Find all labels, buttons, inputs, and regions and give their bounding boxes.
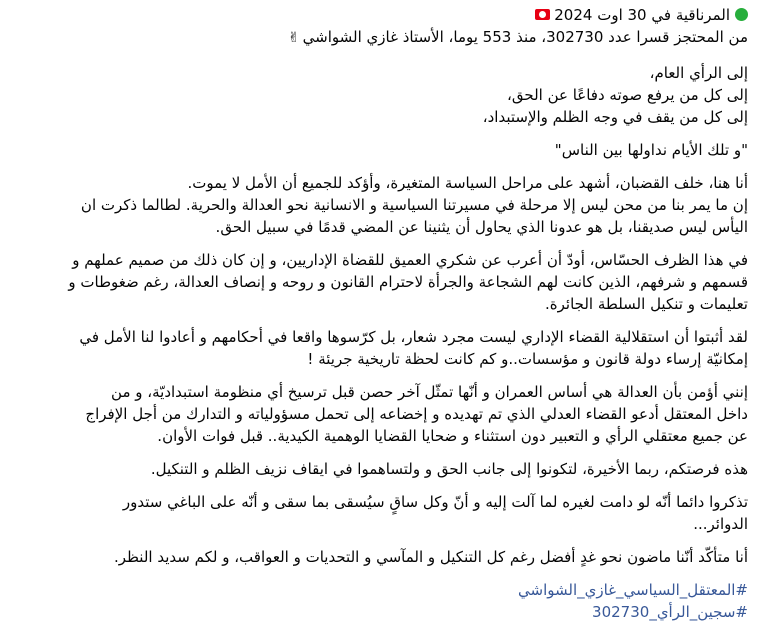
- paragraph-line: عن جميع معتقلي الرأي و التعبير دون استثناء و ضحايا القضايا الوهمية الكيدية.. قبل فوات الأوان.: [157, 427, 748, 445]
- location-date: المرناقية في 30 اوت 2024: [554, 6, 730, 24]
- post-header-line-2: [8, 26, 748, 49]
- post-body: [8, 4, 748, 634]
- paragraph-line: أنا متأكّد أنّنا ماضون نحو غدٍ أفضل رغم كل التنكيل و المآسي و التحديات و العواقب، و لكم سديد النظر.: [113, 548, 748, 566]
- paragraph-line: إن ما يمر بنا من محن ليس إلا مرحلة في مسيرتنا السياسية و الانسانية نحو العدالة والحرية. لطالما ذكرت ان: [80, 196, 748, 214]
- green-circle-icon: [735, 8, 748, 21]
- paragraph-line: إنني أؤمن بأن العدالة هي أساس العمران و أنّها تمثّل آخر حصن قبل ترسيخ أي منظومة استبداديّة، و من: [111, 383, 748, 401]
- paragraph-line: تذكروا دائما أنّه لو دامت لغيره لما آلت إليه و أنّ وكل ساقٍ سيُسقى بما سقى و أنّه على الباغي ستدور: [122, 493, 748, 511]
- addressees-block: [8, 62, 748, 128]
- paragraph-line: اليأس ليس صديقنا، بل هو عدونا الذي يحاول أن يثنينا عن المضي قدمًا في سبيل الحق.: [215, 218, 748, 236]
- post-header-line-1: [8, 4, 748, 26]
- paragraph-line: تعليمات و تنكيل السلطة الجائرة.: [545, 295, 748, 313]
- paragraph: [8, 381, 748, 447]
- addressee-line: إلى الرأي العام،: [649, 64, 748, 82]
- hashtag-link[interactable]: #سجين_الرأي_302730: [592, 603, 748, 621]
- hashtag-link[interactable]: #المعتقل_السياسي_غازي_الشواشي: [518, 581, 748, 599]
- paragraph: [8, 491, 748, 535]
- paragraph: [8, 458, 748, 480]
- paragraph-line: هذه فرصتكم، ربما الأخيرة، لتكونوا إلى جانب الحق و ولتساهموا في ايقاف نزيف الظلم و التنكيل.: [150, 460, 748, 478]
- paragraph: [8, 326, 748, 370]
- paragraph-line: لقد أثبتوا أن استقلالية القضاء الإداري ليست مجرد شعار، بل كرّسوها واقعا في أحكامهم و أعادوا لنا الأمل في: [79, 328, 748, 346]
- tunisia-flag-icon: [535, 9, 550, 20]
- paragraph-line: قسمهم و شرفهم، الذين كانت لهم الشجاعة والجرأة لاحترام القانون و روحه و إنصاف العدالة، رغم ضغوطات و: [68, 273, 748, 291]
- paragraph: [8, 172, 748, 238]
- paragraph-line: الدوائر...: [693, 515, 748, 533]
- paragraph-line: في هذا الظرف الحسّاس، أودّ أن أعرب عن شكري العميق للقضاة الإداريين، و إن كان ذلك من صميم عملهم و: [72, 251, 748, 269]
- paragraph: [8, 546, 748, 568]
- paragraph-line: إمكانيّة إرساء دولة قانون و مؤسسات..و كم كانت لحظة تاريخية جريئة !: [307, 350, 748, 368]
- quote-text: "و تلك الأيام نداولها بين الناس": [554, 141, 748, 159]
- hashtags: [8, 579, 748, 623]
- paragraph-line: داخل المعتقل أدعو القضاء العدلي الذي تم تهديده و إخضاعه إلى تحمل مسؤولياته و التدارك من أجل الإفراج: [85, 405, 748, 423]
- addressee-line: إلى كل من يقف في وجه الظلم والإستبداد،: [482, 108, 748, 126]
- addressee-line: إلى كل من يرفع صوته دفاعًا عن الحق،: [507, 86, 748, 104]
- victory-hand-icon: ✌: [287, 30, 300, 46]
- paragraph-line: أنا هنا، خلف القضبان، أشهد على مراحل السياسة المتغيرة، وأؤكد للجميع أن الأمل لا يموت.: [187, 174, 748, 192]
- detention-info: من المحتجز قسرا عدد 302730، منذ 553 يوما، الأستاذ غازي الشواشي: [302, 28, 748, 46]
- quote-block: [8, 139, 748, 161]
- paragraph: [8, 249, 748, 315]
